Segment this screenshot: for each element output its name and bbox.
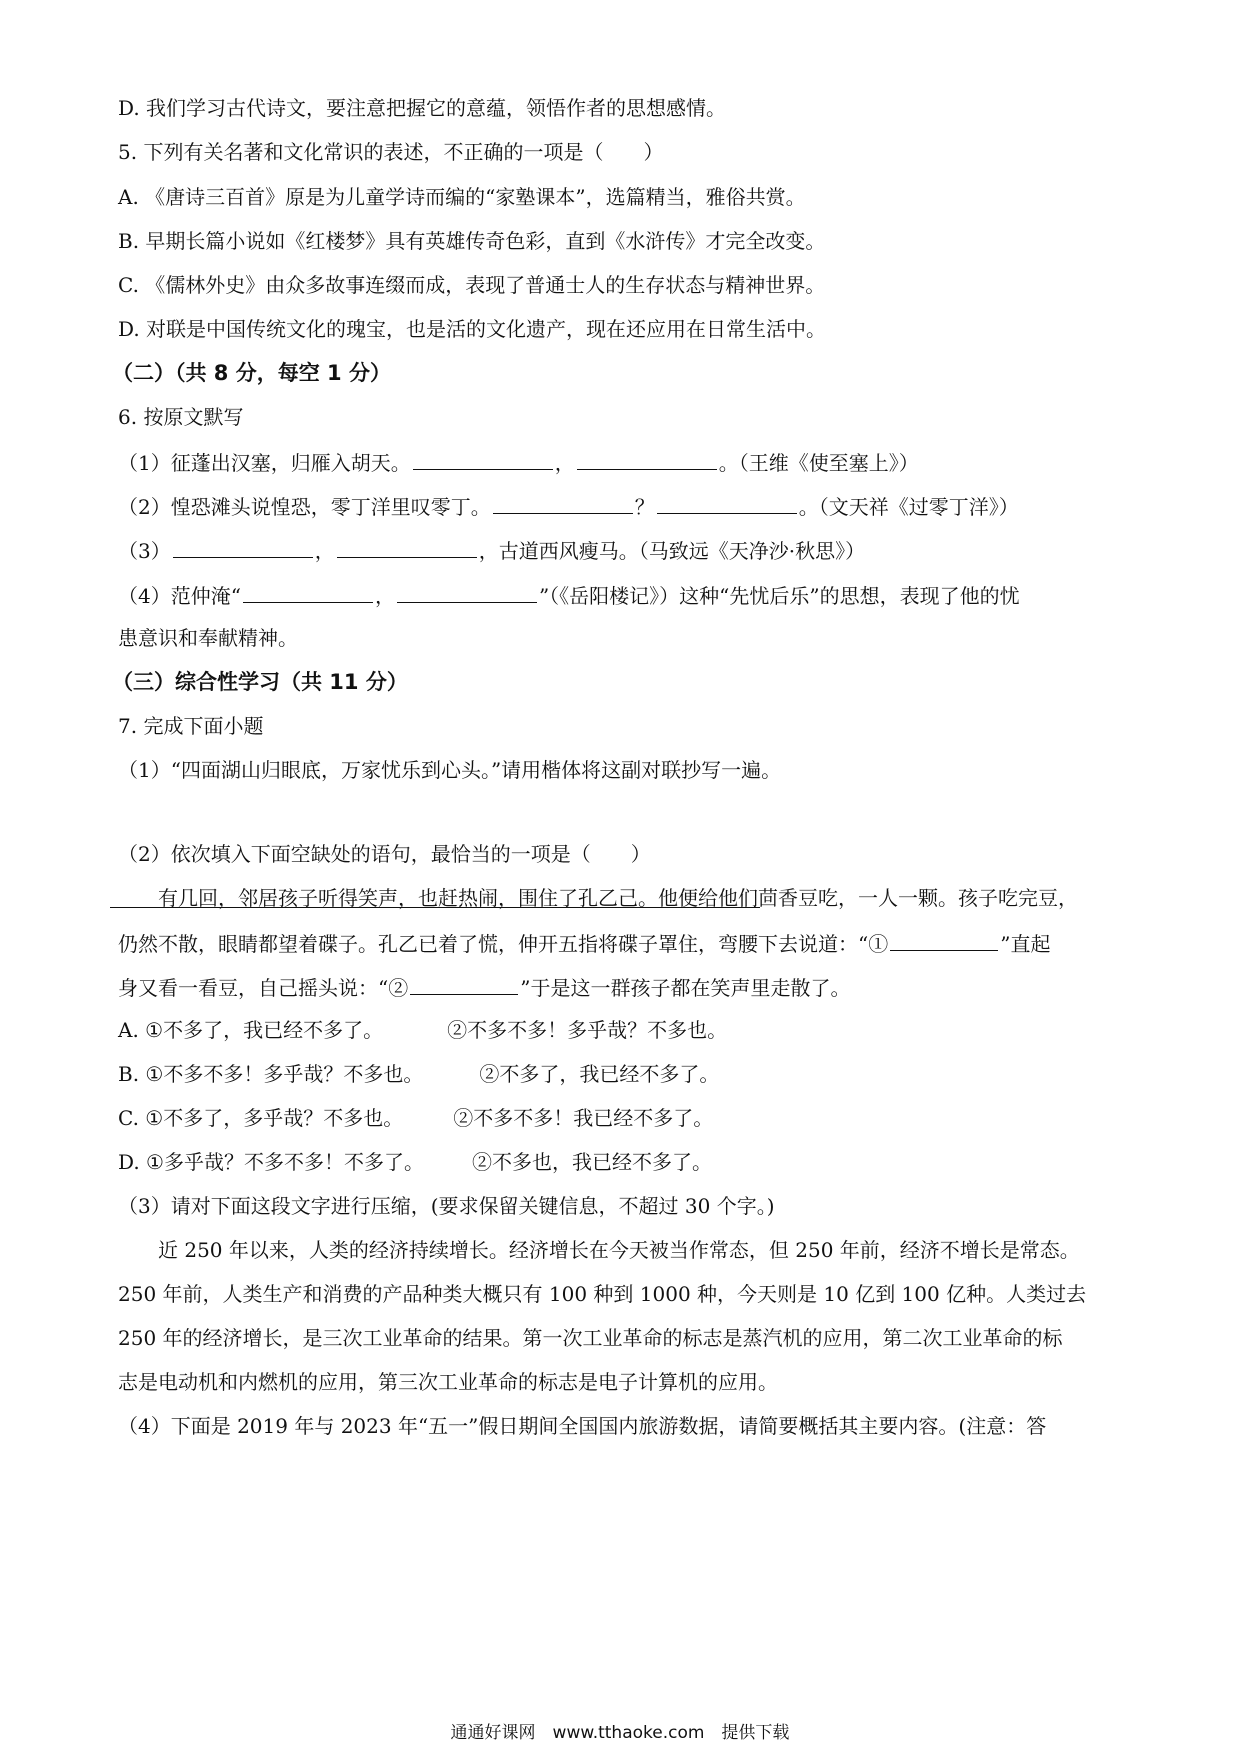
q6-item-4: （4）范仲淹“ ， ”（《岳阳楼记》）这种“先忧后乐”的思想，表现了他的忧 [118, 580, 1020, 610]
reading-line: 志是电动机和内燃机的应用，第三次工业革命的标志是电子计算机的应用。 [118, 1370, 778, 1394]
fill-blank[interactable] [173, 535, 313, 558]
q7-option-a: A. ①不多了，我已经不多了。 ②不多不多！多乎哉？不多也。 [118, 1018, 728, 1042]
q7-option-b: B. ①不多不多！多乎哉？不多也。 ②不多了，我已经不多了。 [118, 1062, 720, 1086]
fill-blank[interactable] [413, 447, 553, 470]
q5-option-a: A. 《唐诗三百首》原是为儿童学诗而编的“家塾课本”，选篇精当，雅俗共赏。 [118, 185, 806, 209]
q4-option-d: D. 我们学习古代诗文，要注意把握它的意蕴，领悟作者的思想感情。 [118, 96, 727, 120]
fill-blank[interactable] [890, 928, 998, 951]
q7-part-1: （1）“四面湖山归眼底，万家忧乐到心头。”请用楷体将这副对联抄写一遍。 [118, 758, 782, 782]
passage-line: 身又看一看豆，自己摇头说：“② ”于是这一群孩子都在笑声里走散了。 [118, 972, 850, 1002]
q5-option-c: C. 《儒林外史》由众多故事连缀而成，表现了普通士人的生存状态与精神世界。 [118, 273, 826, 297]
q6-item-3: （3） ， ，古道西风瘦马。（马致远《天净沙·秋思》） [118, 535, 865, 565]
fill-blank[interactable] [577, 447, 717, 470]
q7-option-c: C. ①不多了，多乎哉？不多也。 ②不多不多！我已经不多了。 [118, 1106, 714, 1130]
fill-blank[interactable] [410, 972, 518, 995]
q7-part-4: （4）下面是 2019 年与 2023 年“五一”假日期间全国国内旅游数据，请简要概括其主要内容。(注意：答 [118, 1414, 1047, 1438]
q6-item-4-continued: 患意识和奉献精神。 [118, 626, 298, 650]
question-6: 6. 按原文默写 [118, 405, 244, 429]
fill-blank[interactable] [657, 491, 797, 514]
q5-option-b: B. 早期长篇小说如《红楼梦》具有英雄传奇色彩，直到《水浒传》才完全改变。 [118, 229, 826, 253]
fill-blank[interactable] [243, 580, 373, 603]
q6-item-2: （2）惶恐滩头说惶恐，零丁洋里叹零丁。 ？ 。（文天祥《过零丁洋》） [118, 491, 1019, 521]
q7-option-d: D. ①多乎哉？不多不多！不多了。 ②不多也，我已经不多了。 [118, 1150, 712, 1174]
question-5: 5. 下列有关名著和文化常识的表述，不正确的一项是（ ） [118, 140, 664, 164]
fill-blank[interactable] [493, 491, 633, 514]
passage-line: 仍然不散，眼睛都望着碟子。孔乙已着了慌，伸开五指将碟子罩住，弯腰下去说道：“① ”直起 [118, 928, 1050, 958]
passage-line: 有几回，邻居孩子听得笑声，也赶热闹，围住了孔乙己。他便给他们茴香豆吃，一人一颗。孩子吃完豆， [158, 886, 1078, 910]
fill-blank[interactable] [337, 535, 477, 558]
footer-watermark: 通通好课网 www.tthaoke.com 提供下载 [450, 1723, 790, 1743]
section-2-heading: （二）（共 8 分，每空 1 分） [112, 361, 391, 385]
q5-option-d: D. 对联是中国传统文化的瑰宝，也是活的文化遗产，现在还应用在日常生活中。 [118, 317, 827, 341]
section-3-heading: （三）综合性学习（共 11 分） [112, 670, 408, 694]
q7-part-2: （2）依次填入下面空缺处的语句，最恰当的一项是（ ） [118, 842, 651, 866]
q6-item-1: （1）征蓬出汉塞，归雁入胡天。 ， 。（王维《使至塞上》） [118, 447, 919, 477]
fill-blank[interactable] [397, 580, 537, 603]
reading-line: 250 年的经济增长，是三次工业革命的结果。第一次工业革命的标志是蒸汽机的应用，第二次工业革命的标 [118, 1326, 1063, 1350]
q7-part-3: （3）请对下面这段文字进行压缩，(要求保留关键信息，不超过 30 个字。) [118, 1194, 775, 1218]
question-7: 7. 完成下面小题 [118, 714, 264, 738]
reading-line: 250 年前，人类生产和消费的产品种类大概只有 100 种到 1000 种，今天则是 10 亿到 100 亿种。人类过去 [118, 1282, 1087, 1306]
reading-line: 近 250 年以来，人类的经济持续增长。经济增长在今天被当作常态，但 250 年前，经济不增长是常态。 [158, 1238, 1080, 1262]
